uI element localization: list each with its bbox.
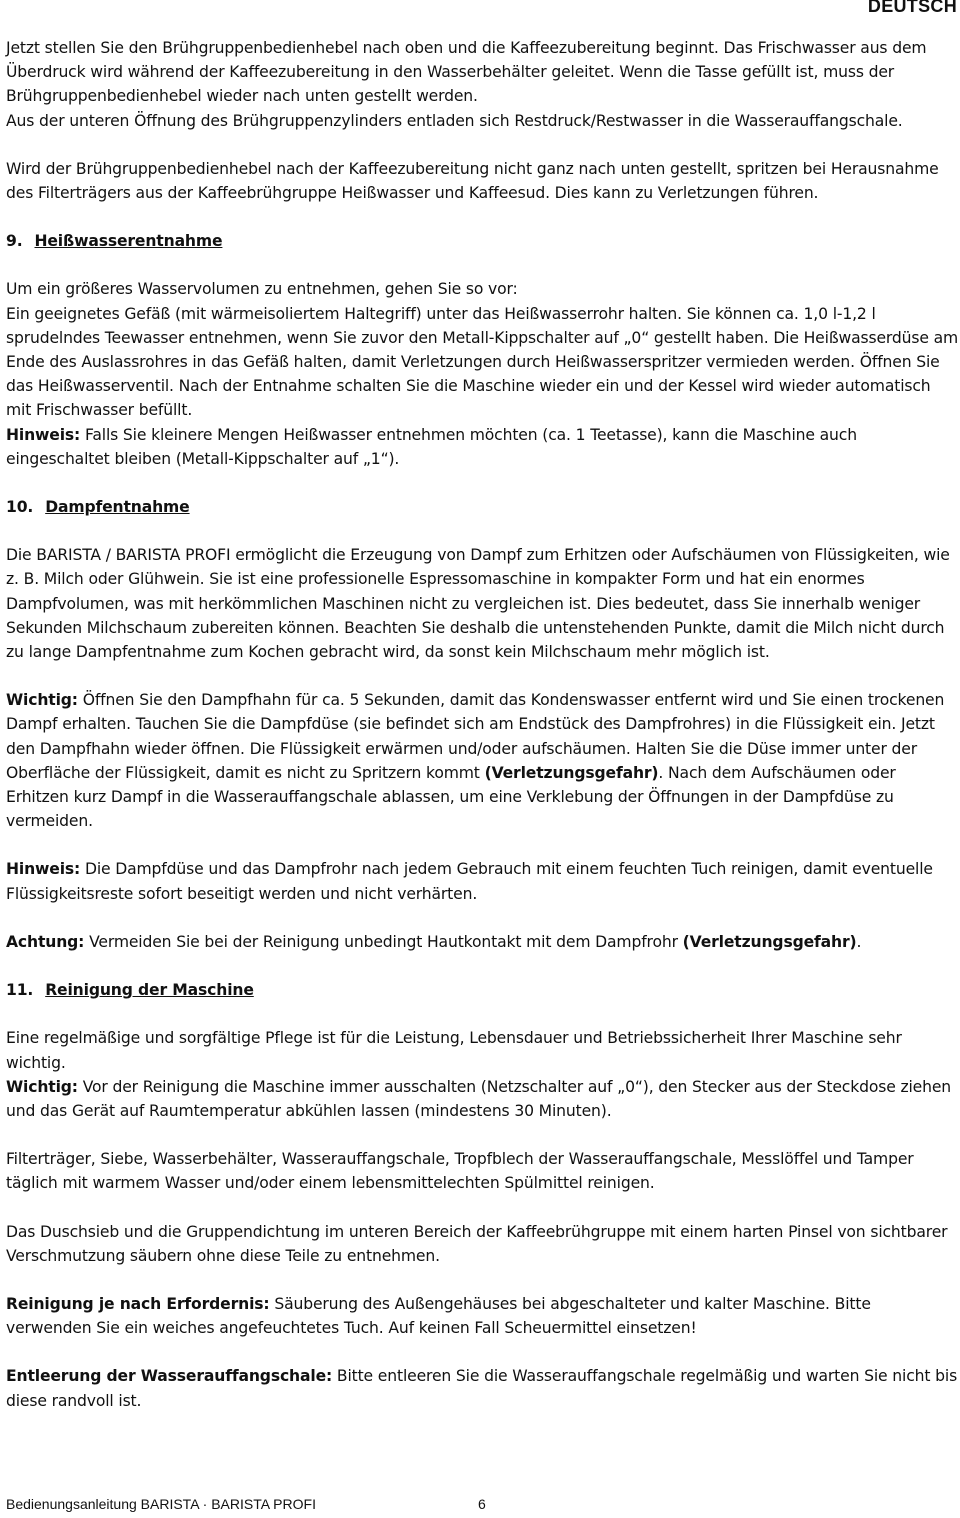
section-11-heading xyxy=(6,978,960,1002)
section-11-paragraph-2: Filterträger, Siebe, Wasserbehälter, Wasserauffangschale, Tropfblech der Wasserauffangschale, Messlöffel und Tamper täglich mit warmem Wasser und/oder einem lebensmittelechten Spülmittel reinigen. xyxy=(6,1150,914,1193)
language-label: DEUTSCH xyxy=(867,0,957,16)
section-11-paragraph-3: Das Duschsieb und die Gruppendichtung im unteren Bereich der Kaffeebrühgruppe mit einem harten Pinsel von sichtbarer Verschmutzung säubern ohne diese Teile zu entnehmen. xyxy=(6,1222,948,1265)
manual-title: Bedienungsanleitung BARISTA · BARISTA PROFI xyxy=(6,1496,316,1512)
as-needed-label: Reinigung je nach Erfordernis: xyxy=(6,1294,270,1313)
section-10-hint xyxy=(6,857,960,905)
intro-paragraph-3: Wird der Brühgruppenbedienhebel nach der Kaffeezubereitung nicht ganz nach unten gestellt, spritzen bei Herausnahme des Filterträgers aus der Kaffeebrühgruppe Heißwasser und Kaffeesud. Dies kann zu Verletzungen führen. xyxy=(6,159,939,203)
section-11-drain xyxy=(6,1364,960,1412)
caution-end: . xyxy=(856,932,862,951)
section-11-paragraph-1: Eine regelmäßige und sorgfältige Pflege ist für die Leistung, Lebensdauer und Betriebssicherheit Ihrer Maschine sehr wichtig. xyxy=(6,1029,902,1072)
drain-text: Bitte entleeren Sie die Wasserauffangschale regelmäßig und warten Sie nicht bis diese randvoll ist. xyxy=(6,1367,958,1410)
caution-label: Achtung: xyxy=(6,932,85,951)
section-11-title: Reinigung der Maschine xyxy=(45,981,254,1000)
hint-label: Hinweis: xyxy=(6,860,81,879)
hint-text: Die Dampfdüse und das Dampfrohr nach jedem Gebrauch mit einem feuchten Tuch reinigen, damit eventuelle Flüssigkeitsreste sofort beseitigt werden und nicht verhärten. xyxy=(6,860,933,903)
caution-text: Vermeiden Sie bei der Reinigung unbedingt Hautkontakt mit dem Dampfrohr xyxy=(84,932,683,951)
important-warning: (Verletzungsgefahr) xyxy=(484,763,659,782)
section-11-important xyxy=(6,1075,960,1123)
important-text-b: . Nach dem Aufschäumen oder Erhitzen kurz Dampf in die Wasserauffangschale ablassen, um eine Verklebung der Öffnungen in der Dampfdüse zu vermeiden. xyxy=(6,763,896,831)
section-10-important xyxy=(6,688,960,833)
section-10-heading xyxy=(6,495,960,519)
caution-warning: (Verletzungsgefahr) xyxy=(682,932,857,951)
section-10-paragraph-1: Die BARISTA / BARISTA PROFI ermöglicht die Erzeugung von Dampf zum Erhitzen oder Aufschäumen von Flüssigkeiten, wie z. B. Milch oder Glühwein. Sie ist eine professionelle Espressomaschine in kompakter Form und hat ein enormes Dampfvolumen, was mit herkömmlichen Maschinen nicht zu vergleichen ist. Dies bedeutet, dass Sie innerhalb weniger Sekunden Milchschaum zubereiten können. Beachten Sie deshalb die untenstehenden Punkte, damit die Milch nicht durch zu lange Dampfentnahme zum Kochen gebracht wird, da sonst kein Milchschaum mehr möglich ist. xyxy=(6,546,950,662)
section-9-number: 9. xyxy=(6,232,23,251)
section-10-number: 10. xyxy=(6,498,34,517)
as-needed-text: Säuberung des Außengehäuses bei abgeschalteter und kalter Maschine. Bitte verwenden Sie ein weiches angefeuchtetes Tuch. Auf keinen Fall Scheuermittel einsetzen! xyxy=(6,1294,871,1338)
section-9-paragraph-2: Ein geeignetes Gefäß (mit wärmeisoliertem Haltegriff) unter das Heißwasserrohr halten. Sie können ca. 1,0 l-1,2 l sprudelndes Teewasser entnehmen, wenn Sie zuvor den Metall-Kippschalter auf „0“ gestellt haben. Die Heißwasserdüse am Ende des Auslassrohres in das Gefäß halten, damit Verletzungen durch Heißwasserspritzer vermieden werden. Öffnen Sie das Heißwasserventil. Nach der Entnahme schalten Sie die Maschine wieder ein und der Kessel wird wieder automatisch mit Frischwasser befüllt. xyxy=(6,304,959,420)
section-10-caution xyxy=(6,930,960,954)
page-footer xyxy=(6,1496,486,1512)
intro-paragraph-2: Aus der unteren Öffnung des Brühgruppenzylinders entladen sich Restdruck/Restwasser in die Wasserauffangschale. xyxy=(6,111,903,130)
section-10-title: Dampfentnahme xyxy=(45,498,190,517)
section-11-number: 11. xyxy=(6,981,34,1000)
important-text-a: Öffnen Sie den Dampfhahn für ca. 5 Sekunden, damit das Kondenswasser entfernt wird und Sie einen trockenen Dampf erhalten. Tauchen Sie die Dampfdüse (sie befindet sich am Endstück des Dampfrohres) in die Flüssigkeit ein. Jetzt den Dampfhahn wieder öffnen. Die Flüssigkeit erwärmen und/oder aufschäumen. Halten Sie die Düse immer unter der Oberfläche der Flüssigkeit, damit es nicht zu Spritzern kommt xyxy=(6,691,945,782)
intro-paragraph-1: Jetzt stellen Sie den Brühgruppenbedienhebel nach oben und die Kaffeezubereitung beginnt. Das Frischwasser aus dem Überdruck wird während der Kaffeezubereitung in den Wasserbehälter geleitet. Wenn die Tasse gefüllt ist, muss der Brühgruppenbedienhebel wieder nach unten gestellt werden. xyxy=(6,39,927,106)
section-9-paragraph-1: Um ein größeres Wasservolumen zu entnehmen, gehen Sie so vor: xyxy=(6,280,518,299)
section-9-heading xyxy=(6,229,960,253)
document-body xyxy=(6,36,960,1413)
section-9-hint xyxy=(6,423,960,471)
important-text: Vor der Reinigung die Maschine immer ausschalten (Netzschalter auf „0“), den Stecker aus der Steckdose ziehen und das Gerät auf Raumtemperatur abkühlen lassen (mindestens 30 Minuten). xyxy=(6,1077,952,1120)
drain-label: Entleerung der Wasserauffangschale: xyxy=(6,1367,333,1386)
important-label: Wichtig: xyxy=(6,691,78,710)
important-label: Wichtig: xyxy=(6,1077,78,1096)
section-11-as-needed xyxy=(6,1292,960,1340)
page-number: 6 xyxy=(478,1496,486,1512)
hint-label: Hinweis: xyxy=(6,425,81,444)
hint-text: Falls Sie kleinere Mengen Heißwasser entnehmen möchten (ca. 1 Teetasse), kann die Maschine auch eingeschaltet bleiben (Metall-Kippschalter auf „1“). xyxy=(6,425,857,468)
section-9-title: Heißwasserentnahme xyxy=(34,232,223,251)
